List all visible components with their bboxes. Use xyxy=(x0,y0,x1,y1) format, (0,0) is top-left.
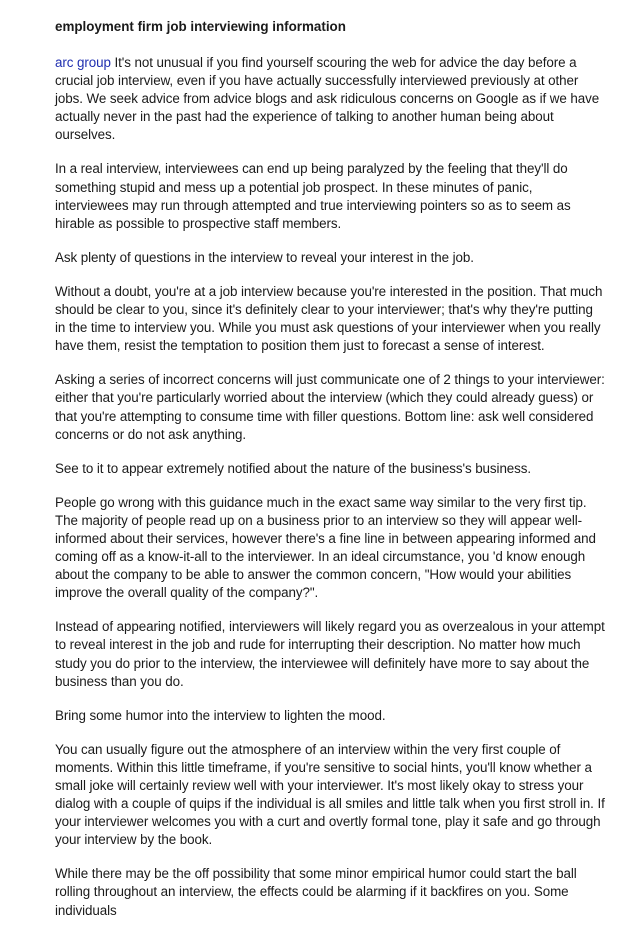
intro-text: It's not unusual if you find yourself scouring the web for advice the day before a crucial job interview, even if you have actually successfully interviewed previously at other jobs. We seek advice from advice blogs and ask ridiculous concerns on Google as if we have actually never in the past had the experience of talking to another human being about ourselves. xyxy=(55,55,600,143)
paragraph: Instead of appearing notified, interviewers will likely regard you as overzealous in your attempt to reveal interest in the job and rude for interrupting their description. No matter how much study you do prior to the interview, the interviewee will definitely have more to say about the business than you do. xyxy=(55,619,605,689)
intro-paragraph xyxy=(55,54,605,144)
arc-group-link[interactable]: arc group xyxy=(55,55,111,70)
paragraph: Without a doubt, you're at a job interview because you're interested in the position. That much should be clear to you, since it's definitely clear to your interviewer; that's why they're putting in the time to interview you. While you must ask questions of your interviewer when you really have them, resist the temptation to position them just to forecast a sense of interest. xyxy=(55,283,603,354)
paragraph: In a real interview, interviewees can end up being paralyzed by the feeling that they'll do something stupid and mess up a potential job prospect. In these minutes of panic, interviewees may run through attempted and true interviewing pointers so as to seem as hirable as possible to prospective staff members. xyxy=(55,161,571,231)
document-page xyxy=(55,18,605,936)
document-title: employment firm job interviewing information xyxy=(55,19,346,34)
paragraph: People go wrong with this guidance much in the exact same way similar to the very first tip. The majority of people read up on a business prior to an interview so they will appear well-informed about their services, however there's a fine line in between appearing informed and coming off as a know-it-all to the interviewer. In an ideal circumstance, you 'd know enough about the company to be able to answer the common concern, "How would your abilities improve the overall quality of the company?". xyxy=(55,494,596,601)
paragraph: While there may be the off possibility that some minor empirical humor could start the ball rolling throughout an interview, the effects could be alarming if it backfires on you. Some individuals xyxy=(55,866,577,918)
paragraph: See to it to appear extremely notified about the nature of the business's business. xyxy=(55,460,532,476)
paragraph: Ask plenty of questions in the interview to reveal your interest in the job. xyxy=(55,249,474,265)
paragraph: Bring some humor into the interview to lighten the mood. xyxy=(55,707,386,723)
paragraph: You can usually figure out the atmosphere of an interview within the very first couple of moments. Within this little timeframe, if you're sensitive to social hints, you'll know whether a small joke will certainly review well with your interviewer. It's most likely okay to stress your dialog with a couple of quips if the individual is all smiles and little talk when you first stroll in. If your interviewer welcomes you with a curt and overtly formal tone, play it safe and go through your interview by the book. xyxy=(55,741,605,848)
paragraph: Asking a series of incorrect concerns will just communicate one of 2 things to your interviewer: either that you're particularly worried about the interview (which they could already guess) or that you're attempting to consume time with filler questions. Bottom line: ask well considered concerns or do not ask anything. xyxy=(55,372,605,442)
